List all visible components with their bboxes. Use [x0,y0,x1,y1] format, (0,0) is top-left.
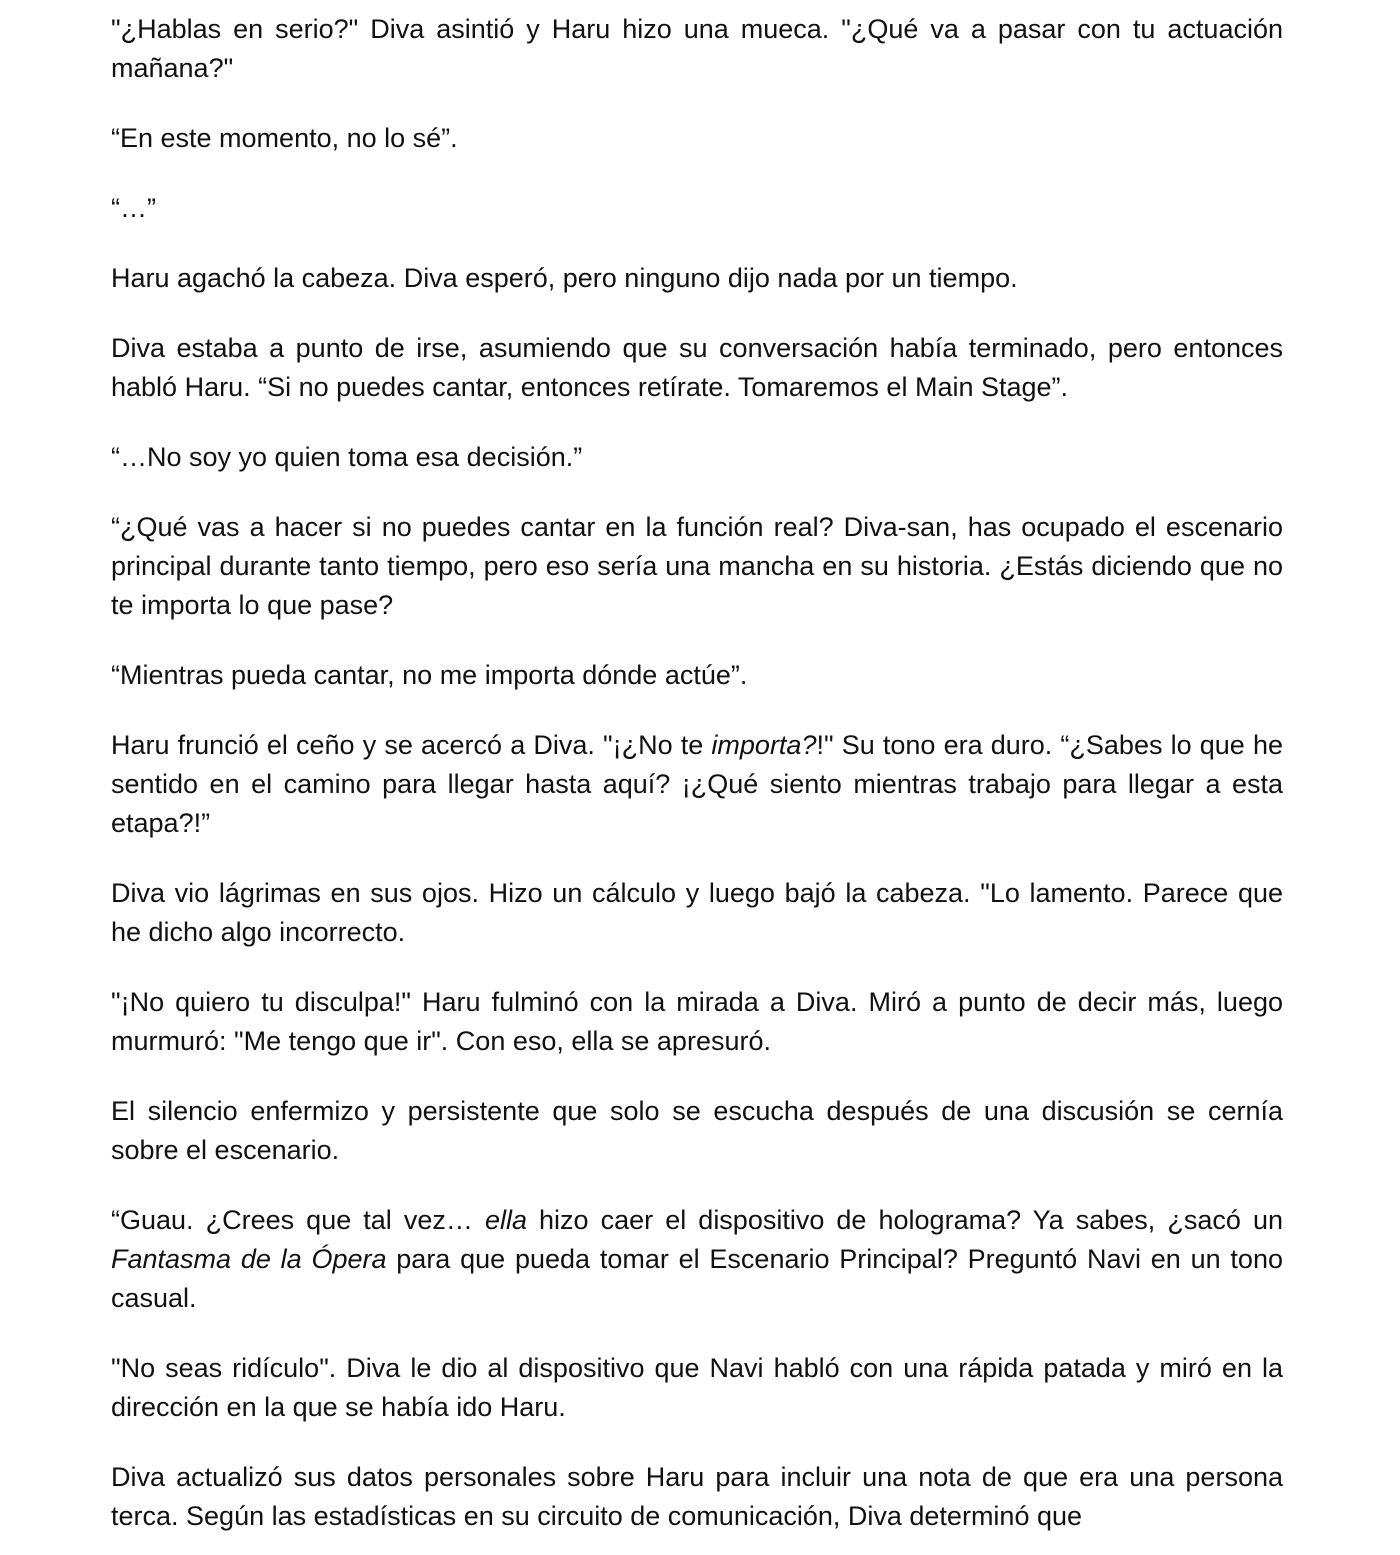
paragraph [111,1201,1283,1318]
paragraph-text: Diva estaba a punto de irse, asumiendo que su conversación había terminado, pero entonces habló Haru. “Si no puedes cantar, entonces retírate. Tomaremos el Main Stage”. [111,333,1283,402]
paragraph-text: Diva vio lágrimas en sus ojos. Hizo un cálculo y luego bajó la cabeza. "Lo lamento. Parece que he dicho algo incorrecto. [111,878,1283,947]
paragraph-text: "¿Hablas en serio?" Diva asintió y Haru hizo una mueca. "¿Qué va a pasar con tu actuación mañana?" [111,14,1283,83]
paragraph-text: hizo caer el dispositivo de holograma? Ya sabes, ¿sacó un [526,1205,1283,1235]
paragraph [111,189,1283,228]
paragraph [111,438,1283,477]
paragraph [111,1458,1283,1536]
paragraph [111,10,1283,88]
paragraph-text: “¿Qué vas a hacer si no puedes cantar en la función real? Diva-san, has ocupado el escenario principal durante tanto tiempo, pero eso sería una mancha en su historia. ¿Estás diciendo que no te importa lo que pase? [111,512,1283,620]
paragraph-text: “…No soy yo quien toma esa decisión.” [111,442,583,472]
paragraph-text: Haru frunció el ceño y se acercó a Diva. "¡¿No te [111,730,712,760]
paragraph [111,1349,1283,1427]
paragraph [111,1092,1283,1170]
paragraph-text: “En este momento, no lo sé”. [111,123,458,153]
paragraph [111,259,1283,298]
paragraph-text: !" Su tono era duro. “¿Sabes lo que he sentido en el camino para llegar hasta aquí? ¡¿Qué siento mientras trabajo para llegar a esta etapa?!” [111,730,1283,838]
paragraph [111,119,1283,158]
paragraph-text: Haru agachó la cabeza. Diva esperó, pero ninguno dijo nada por un tiempo. [111,263,1018,293]
paragraph-text: El silencio enfermizo y persistente que solo se escucha después de una discusión se cernía sobre el escenario. [111,1096,1283,1165]
paragraph-text: “…” [111,193,156,223]
paragraph-text: "¡No quiero tu disculpa!" Haru fulminó con la mirada a Diva. Miró a punto de decir más, luego murmuró: "Me tengo que ir". Con eso, ella se apresuró. [111,987,1283,1056]
text-column [111,10,1283,1555]
paragraph-text: “Mientras pueda cantar, no me importa dónde actúe”. [111,660,748,690]
paragraph [111,508,1283,625]
italic-text: Fantasma de la Ópera [111,1244,387,1274]
italic-text: importa? [711,730,817,760]
paragraph [111,983,1283,1061]
paragraph [111,874,1283,952]
paragraph [111,726,1283,843]
italic-text: ella [484,1205,527,1235]
paragraph [111,656,1283,695]
paragraph-text: para que pueda tomar el Escenario Principal? Preguntó Navi en un tono casual. [111,1244,1283,1313]
paragraph-text: “Guau. ¿Crees que tal vez… [111,1205,485,1235]
paragraph [111,329,1283,407]
paragraph-text: Diva actualizó sus datos personales sobre Haru para incluir una nota de que era una persona terca. Según las estadísticas en su circuito de comunicación, Diva determinó que [111,1462,1283,1531]
paragraph-text: "No seas ridículo". Diva le dio al dispositivo que Navi habló con una rápida patada y miró en la dirección en la que se había ido Haru. [111,1353,1283,1422]
